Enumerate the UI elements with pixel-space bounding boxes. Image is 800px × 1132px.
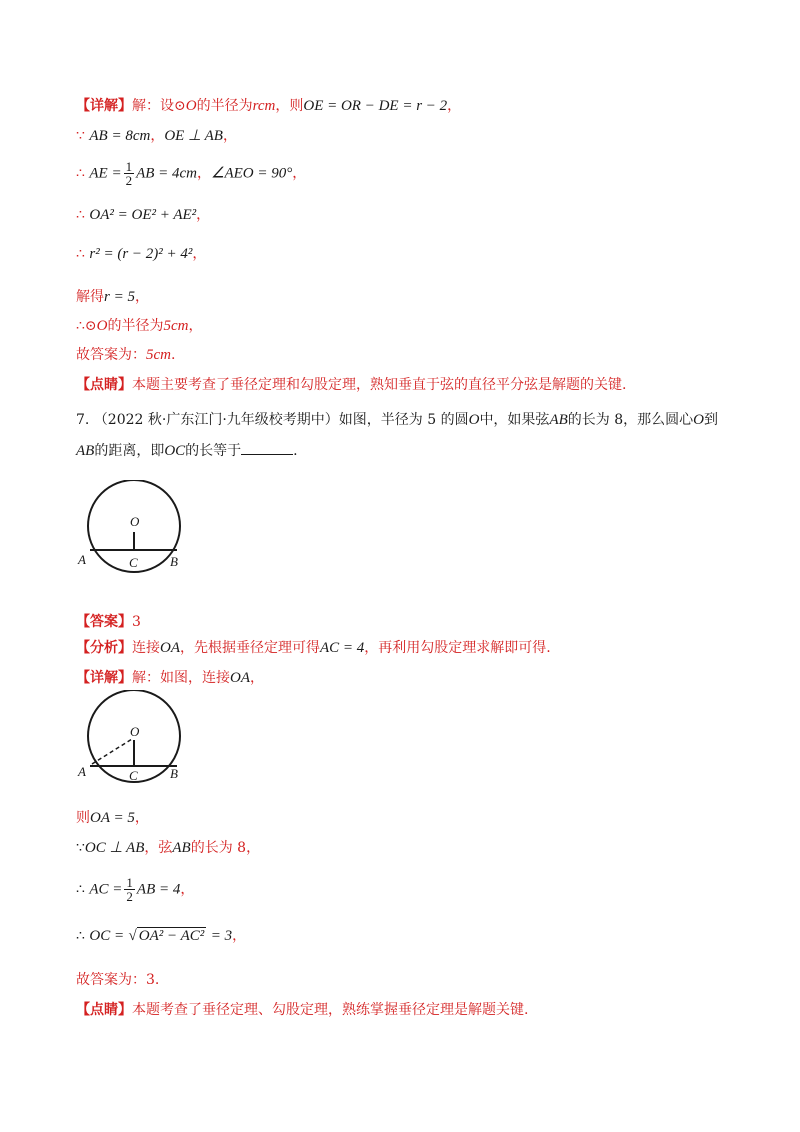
circle-figure-2 (76, 690, 196, 790)
detail-line-7: ∴⊙O的半径为5cm， (76, 318, 203, 334)
label-b: B (170, 766, 178, 781)
solution-line-5: 故答案为：3. (76, 972, 160, 988)
detail-line-4: ∴ OA² = OE² + AE²， (76, 207, 211, 223)
label-c: C (129, 555, 138, 570)
analysis-line: 【分析】连接OA，先根据垂径定理可得AC = 4，再利用勾股定理求解即可得. (76, 640, 551, 656)
label-c: C (129, 768, 138, 783)
detail-line-3: ∴ AE = $\frac{1}{2}$ AB = 4cm，∠AEO = 90°， (76, 159, 307, 188)
label-o: O (130, 724, 140, 739)
detail-line-6: 解得r = 5， (76, 289, 149, 305)
question-7-line-1: 7. （2022 秋·广东江门·九年级校考期中）如图，半径为 5 的圆O中，如果弦AB的长为 8，那么圆心O到 (76, 412, 718, 428)
detail-line-5: ∴ r² = (r − 2)² + 4²， (76, 246, 207, 262)
comment-line: 【点睛】本题主要考查了垂径定理和勾股定理，熟知垂直于弦的直径平分弦是解题的关键. (76, 377, 627, 393)
solution-line-2: ∵OC ⊥ AB，弦AB的长为 8， (76, 840, 261, 856)
fraction: $\frac{1}{2}$ (126, 875, 133, 904)
question-7-line-2: AB的距离，即OC的长等于 . (76, 440, 298, 461)
segment-oa-dashed (92, 739, 132, 764)
answer-blank (241, 440, 293, 455)
label-o: O (130, 514, 140, 529)
solution-line-3: ∴ AC = $\frac{1}{2}$ AB = 4， (76, 875, 195, 904)
circle-figure-1 (76, 480, 196, 580)
final-comment-line: 【点睛】本题考查了垂径定理、勾股定理，熟练掌握垂径定理是解题关键. (76, 1002, 529, 1018)
label-a: A (78, 552, 86, 567)
solution-line-4: ∴ OC = √ OA² − AC² = 3， (76, 928, 247, 944)
label-a: A (78, 764, 86, 779)
detail-line-1: 【详解】解：设⊙O的半径为rcm，则OE = OR − DE = r − 2， (76, 98, 462, 114)
label-b: B (170, 554, 178, 569)
detail-intro-line: 【详解】解：如图，连接OA， (76, 670, 264, 686)
fraction: $\frac{1}{2}$ (125, 159, 133, 188)
detail-line-8: 故答案为：5cm. (76, 347, 176, 363)
solution-line-1: 则OA = 5， (76, 810, 149, 826)
sqrt-sign: √ (128, 928, 137, 944)
answer-line: 【答案】3 (76, 614, 141, 630)
detail-line-2: ∵ AB = 8cm，OE ⊥ AB， (76, 128, 237, 144)
